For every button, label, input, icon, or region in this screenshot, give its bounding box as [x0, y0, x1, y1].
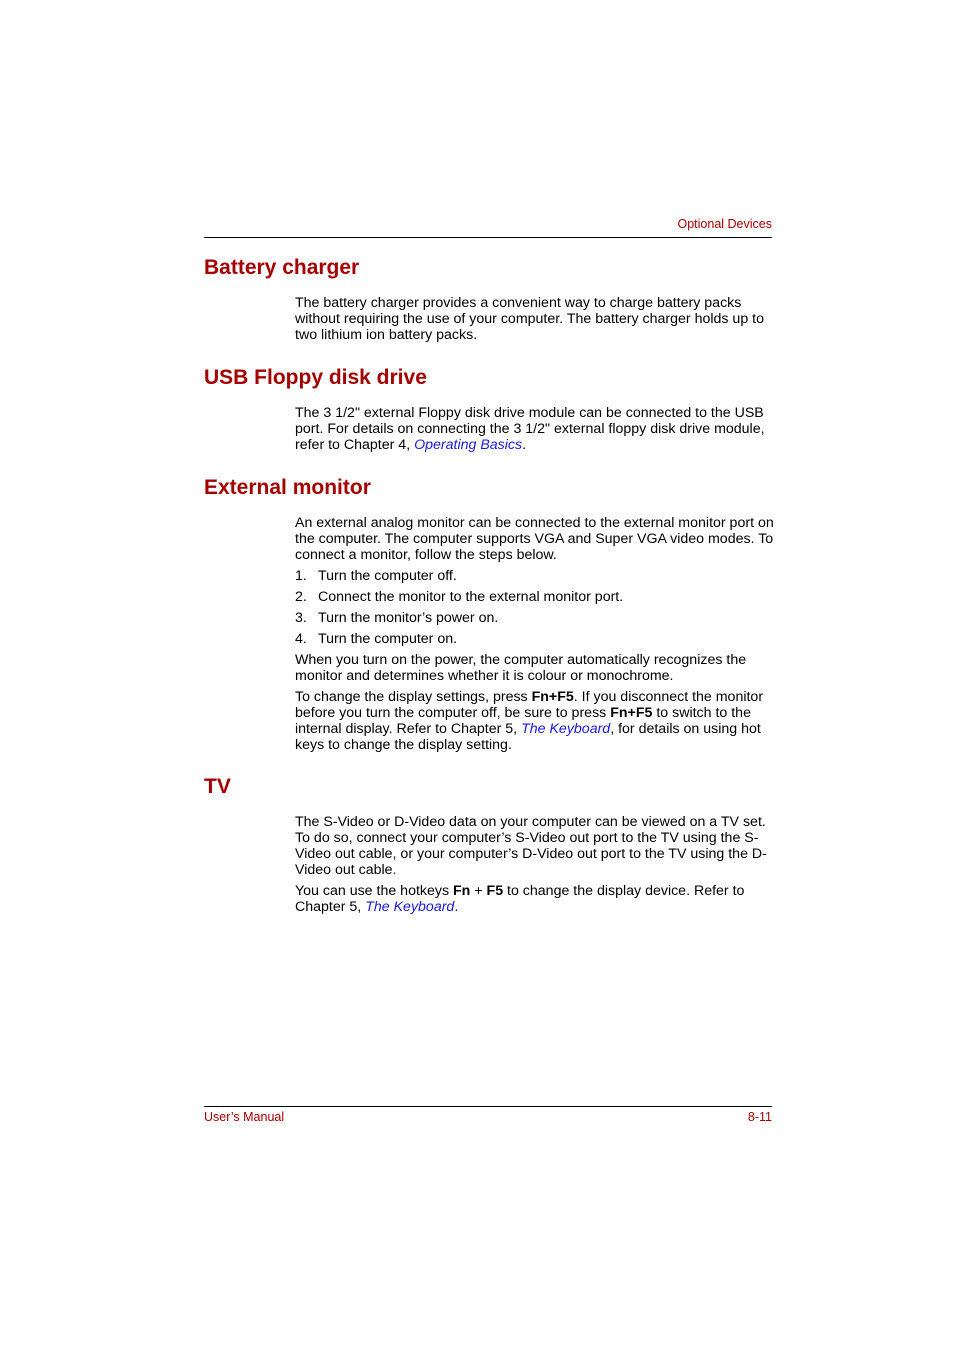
list-item: 4. Turn the computer on. — [295, 631, 458, 647]
page-number: 8-11 — [747, 1110, 772, 1124]
heading-external-monitor: External monitor — [204, 476, 371, 499]
tv-hotkey-paragraph: You can use the hotkeys Fn + F5 to change the display device. Refer to Chapter 5, The Keyboard. — [295, 883, 745, 915]
battery-charger-body — [295, 295, 775, 348]
external-monitor-body — [295, 515, 775, 758]
monitor-steps-list — [295, 568, 775, 647]
monitor-detect-paragraph: When you turn on the power, the computer automatically recognizes the monitor and determines whether it is colour or monochrome. — [295, 652, 747, 684]
monitor-intro: An external analog monitor can be connected to the external monitor port on the computer. The computer supports VGA and Super VGA video modes. To connect a monitor, follow the steps below. — [295, 515, 774, 563]
footer-manual-title: User’s Manual — [204, 1110, 285, 1124]
footer-rule — [204, 1106, 772, 1107]
heading-usb-floppy: USB Floppy disk drive — [204, 366, 427, 389]
monitor-settings-paragraph: To change the display settings, press Fn+F5. If you disconnect the monitor before you turn the computer off, be sure to press Fn+F5 to switch to the internal display. Refer to Chapter 5, The Keyboard, for details on using hot keys to change the display setting. — [295, 689, 764, 753]
floppy-paragraph: The 3 1/2" external Floppy disk drive module can be connected to the USB port. For details on connecting the 3 1/2" external floppy disk drive module, refer to Chapter 4, Operating Basics. — [295, 405, 765, 453]
list-item: 2. Connect the monitor to the external monitor port. — [295, 589, 624, 605]
heading-battery-charger: Battery charger — [204, 256, 360, 279]
battery-paragraph: The battery charger provides a convenient way to charge battery packs without requiring the use of your computer. The battery charger holds up to two lithium ion battery packs. — [295, 295, 764, 343]
link-the-keyboard-tv[interactable]: The Keyboard — [365, 899, 455, 915]
link-operating-basics[interactable]: Operating Basics — [414, 437, 523, 453]
running-header: Optional Devices — [677, 217, 772, 231]
tv-paragraph: The S-Video or D-Video data on your computer can be viewed on a TV set. To do so, connect your computer’s S-Video out port to the TV using the S-Video out cable, or your computer’s D-Video out port to the TV using the D-Video out cable. — [295, 814, 767, 878]
header-rule — [204, 237, 772, 238]
link-the-keyboard[interactable]: The Keyboard — [521, 721, 611, 737]
list-item: 1. Turn the computer off. — [295, 568, 457, 584]
heading-tv: TV — [204, 775, 231, 798]
tv-body — [295, 814, 775, 920]
usb-floppy-body — [295, 405, 775, 458]
list-item: 3. Turn the monitor’s power on. — [295, 610, 499, 626]
